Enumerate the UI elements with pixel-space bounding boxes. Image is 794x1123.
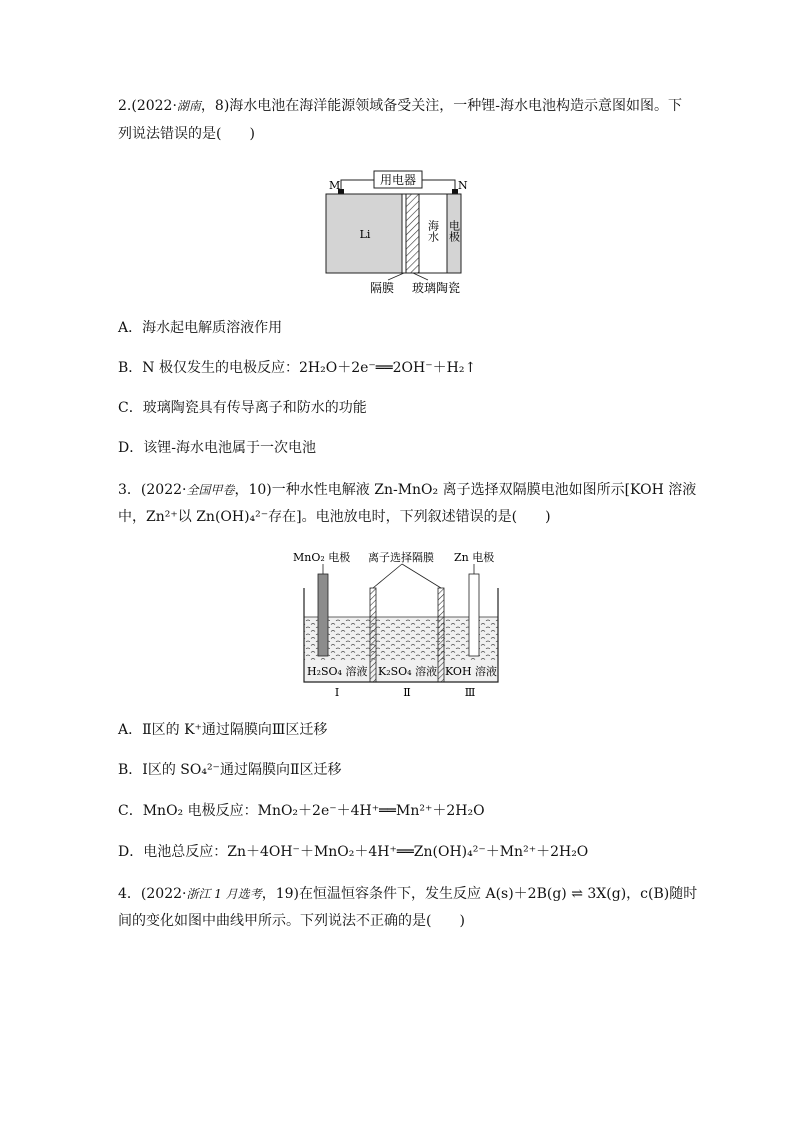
membrane-leader-left (373, 564, 402, 588)
q2-source-open: (2022· (131, 98, 177, 114)
region-3-label: Ⅲ (464, 686, 476, 699)
mno2-electrode-label: MnO₂ 电极 (293, 551, 351, 564)
glass-ceramic (406, 194, 419, 273)
q2-stem-line2: 列说法错误的是( ) (118, 126, 255, 142)
q2-source-close: ，8) (200, 98, 230, 114)
q4-stem-line1 (118, 884, 697, 904)
membrane-leader (388, 273, 404, 280)
q3-source-close: ，10) (234, 482, 272, 498)
q4-source-place: 浙江 1 月选考 (186, 887, 262, 901)
ceramic-leader (413, 273, 428, 280)
q2-stem-text1: 海水电池在海洋能源领域备受关注，一种锂-海水电池构造示意图如图。下 (229, 98, 683, 114)
q3-source-place: 全国甲卷 (186, 483, 235, 497)
q3-stem-line1 (118, 480, 696, 500)
q3-cell-figure (290, 544, 510, 700)
q4-number: 4． (118, 886, 141, 902)
electrode-label: 电极 (447, 220, 461, 242)
q2-option-b (118, 358, 476, 378)
q2-number: 2. (118, 98, 132, 114)
q2-option-c: C．玻璃陶瓷具有传导离子和防水的功能 (118, 400, 367, 416)
terminal-n-label: N (458, 179, 468, 192)
q4-source-open: (2022· (140, 886, 187, 902)
region-2-label: Ⅱ (403, 686, 411, 699)
q4-source-close: ，19) (261, 886, 300, 902)
terminal-m-label: M (329, 179, 341, 192)
q2-stem-line1 (118, 96, 682, 116)
h2so4-solution-label: H₂SO₄ 溶液 (307, 665, 368, 678)
membrane-left (370, 588, 376, 682)
q4-stem-line2: 间的变化如图中曲线甲所示。下列说法不正确的是( ) (118, 913, 465, 929)
q3-source-open: (2022· (140, 482, 187, 498)
mno2-electrode (318, 574, 328, 656)
q3-stem-line2: 中，Zn²⁺以 Zn(OH)₄²⁻存在]。电池放电时，下列叙述错误的是( ) (118, 509, 551, 525)
region-1-label: Ⅰ (334, 686, 340, 699)
q2-option-b-text: B．N 极仅发生的电极反应： (118, 360, 299, 376)
zn-electrode (469, 574, 479, 656)
li-label: Li (359, 228, 371, 241)
q2-option-b-equation: 2H₂O＋2e⁻══2OH⁻＋H₂↑ (299, 360, 477, 376)
q3-option-b: B．Ⅰ区的 SO₄²⁻通过隔膜向Ⅱ区迁移 (118, 762, 342, 778)
k2so4-solution-label: K₂SO₄ 溶液 (378, 665, 438, 678)
membrane-right (438, 588, 444, 682)
q3-option-c: C．MnO₂ 电极反应：MnO₂＋2e⁻＋4H⁺══Mn²⁺＋2H₂O (118, 803, 485, 819)
q2-option-a: A．海水起电解质溶液作用 (118, 320, 283, 336)
membrane (402, 194, 406, 273)
q3-stem-text1: 一种水性电解液 Zn-MnO₂ 离子选择双隔膜电池如图所示[KOH 溶液 (271, 482, 697, 498)
seawater-label: 海水 (426, 220, 440, 242)
q2-battery-figure (318, 160, 478, 300)
ceramic-label: 玻璃陶瓷 (412, 281, 461, 295)
q3-number: 3． (118, 482, 141, 498)
zn-electrode-label: Zn 电极 (454, 551, 495, 564)
ion-membrane-label: 离子选择隔膜 (368, 551, 434, 564)
q3-option-a: A．Ⅱ区的 K⁺通过隔膜向Ⅲ区迁移 (118, 722, 328, 738)
q4-stem-text1: 在恒温恒容条件下，发生反应 A(s)＋2B(g) ⇌ 3X(g)，c(B)随时 (299, 886, 698, 902)
q3-option-d: D．电池总反应：Zn＋4OH⁻＋MnO₂＋4H⁺══Zn(OH)₄²⁻＋Mn²⁺＋2H₂O (118, 844, 589, 860)
q2-option-d: D．该锂-海水电池属于一次电池 (118, 440, 316, 456)
membrane-label: 隔膜 (370, 281, 395, 295)
device-label: 用电器 (379, 173, 417, 187)
q2-source-place: 湖南 (176, 99, 201, 113)
koh-solution-label: KOH 溶液 (445, 665, 498, 678)
membrane-leader-right (402, 564, 441, 588)
